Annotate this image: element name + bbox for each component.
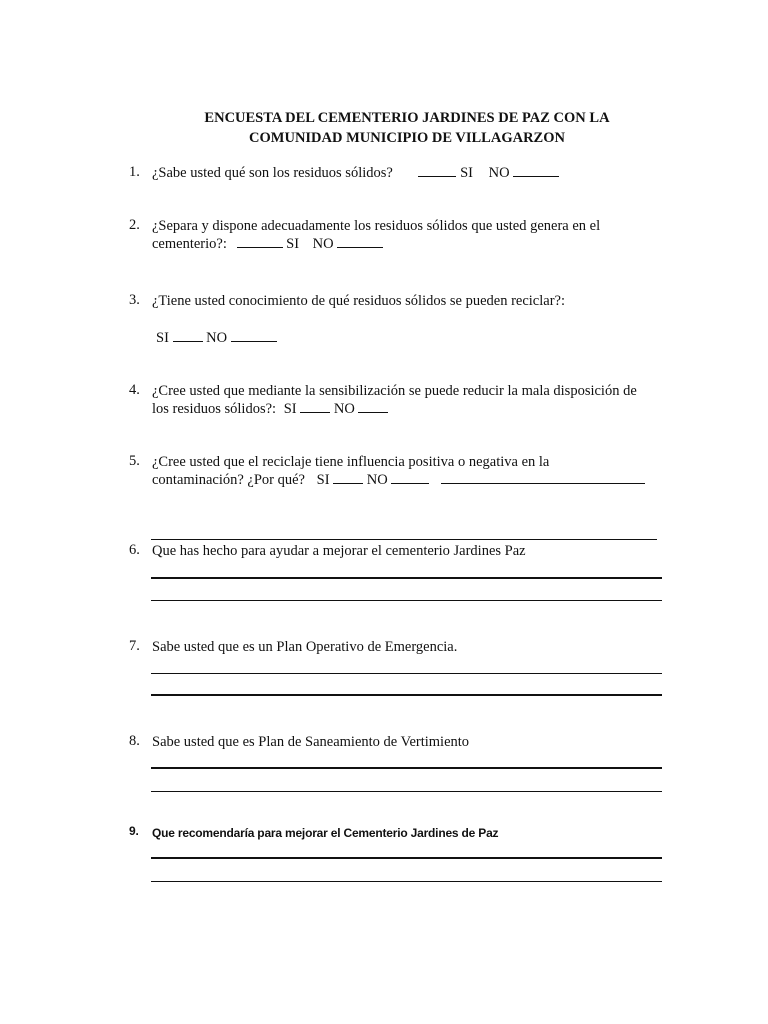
question-3-number: 3. bbox=[129, 292, 140, 308]
answer-line[interactable] bbox=[151, 577, 662, 579]
question-4-text-line-1: ¿Cree usted que mediante la sensibilización se puede reducir la mala disposición de bbox=[152, 383, 637, 399]
option-no: NO bbox=[366, 472, 388, 488]
question-2-number: 2. bbox=[129, 217, 140, 233]
answer-blank-si[interactable] bbox=[300, 400, 330, 413]
answer-line[interactable] bbox=[151, 857, 662, 859]
question-5 bbox=[152, 453, 645, 489]
question-6-text: Que has hecho para ayudar a mejorar el cementerio Jardines Paz bbox=[152, 543, 526, 559]
answer-blank-no[interactable] bbox=[231, 329, 277, 342]
option-no: NO bbox=[312, 236, 334, 252]
question-3-answers bbox=[156, 329, 277, 347]
answer-line[interactable] bbox=[151, 694, 662, 696]
question-1-number: 1. bbox=[129, 164, 140, 180]
question-3-text: ¿Tiene usted conocimiento de qué residuos sólidos se pueden reciclar?: bbox=[152, 293, 566, 309]
answer-line[interactable] bbox=[151, 767, 662, 769]
question-1 bbox=[152, 164, 559, 182]
question-9-number: 9. bbox=[129, 824, 139, 838]
option-si: SI bbox=[460, 165, 473, 181]
question-4-line-2 bbox=[152, 400, 637, 418]
question-1-text: ¿Sabe usted qué son los residuos sólidos? bbox=[152, 165, 393, 181]
question-4-text-line-2: los residuos sólidos?: bbox=[152, 401, 277, 417]
document-title bbox=[100, 108, 714, 148]
option-si: SI bbox=[156, 330, 169, 346]
question-2-text-line-2: cementerio?: bbox=[152, 236, 227, 252]
answer-blank-si[interactable] bbox=[333, 471, 363, 484]
title-line-1: ENCUESTA DEL CEMENTERIO JARDINES DE PAZ CON LA bbox=[204, 110, 610, 126]
answer-blank-si[interactable] bbox=[418, 164, 456, 177]
question-5-line-2 bbox=[152, 471, 645, 489]
option-si: SI bbox=[283, 401, 297, 417]
answer-blank-no[interactable] bbox=[513, 164, 559, 177]
question-7-number: 7. bbox=[129, 638, 140, 654]
question-4-number: 4. bbox=[129, 382, 140, 398]
option-si: SI bbox=[316, 472, 330, 488]
answer-blank-no[interactable] bbox=[391, 471, 429, 484]
question-8-number: 8. bbox=[129, 733, 140, 749]
answer-blank-no[interactable] bbox=[358, 400, 388, 413]
answer-blank-si[interactable] bbox=[173, 329, 203, 342]
question-7-text: Sabe usted que es un Plan Operativo de Emergencia. bbox=[152, 639, 458, 655]
answer-blank-si[interactable] bbox=[237, 235, 283, 248]
title-line-2: COMUNIDAD MUNICIPIO DE VILLAGARZON bbox=[249, 130, 565, 146]
question-5-text-line-2: contaminación? ¿Por qué? bbox=[152, 472, 305, 488]
question-2-line-2 bbox=[152, 235, 600, 253]
option-no: NO bbox=[206, 330, 228, 346]
answer-line[interactable] bbox=[151, 673, 662, 674]
option-si: SI bbox=[286, 236, 300, 252]
question-5-number: 5. bbox=[129, 453, 140, 469]
question-9-text: Que recomendaría para mejorar el Cementerio Jardines de Paz bbox=[152, 826, 499, 840]
answer-line[interactable] bbox=[151, 881, 662, 882]
option-no: NO bbox=[333, 401, 355, 417]
option-no: NO bbox=[488, 165, 510, 181]
answer-line[interactable] bbox=[151, 791, 662, 792]
answer-line[interactable] bbox=[151, 539, 657, 540]
question-2-text-line-1: ¿Separa y dispone adecuadamente los residuos sólidos que usted genera en el bbox=[152, 218, 601, 234]
answer-blank-why[interactable] bbox=[441, 471, 645, 484]
question-4 bbox=[152, 382, 637, 418]
question-6-number: 6. bbox=[129, 542, 140, 558]
question-8-text: Sabe usted que es Plan de Saneamiento de Vertimiento bbox=[152, 734, 470, 750]
answer-blank-no[interactable] bbox=[337, 235, 383, 248]
question-5-text-line-1: ¿Cree usted que el reciclaje tiene influencia positiva o negativa en la bbox=[152, 454, 550, 470]
question-2 bbox=[152, 217, 600, 253]
answer-line[interactable] bbox=[151, 600, 662, 601]
